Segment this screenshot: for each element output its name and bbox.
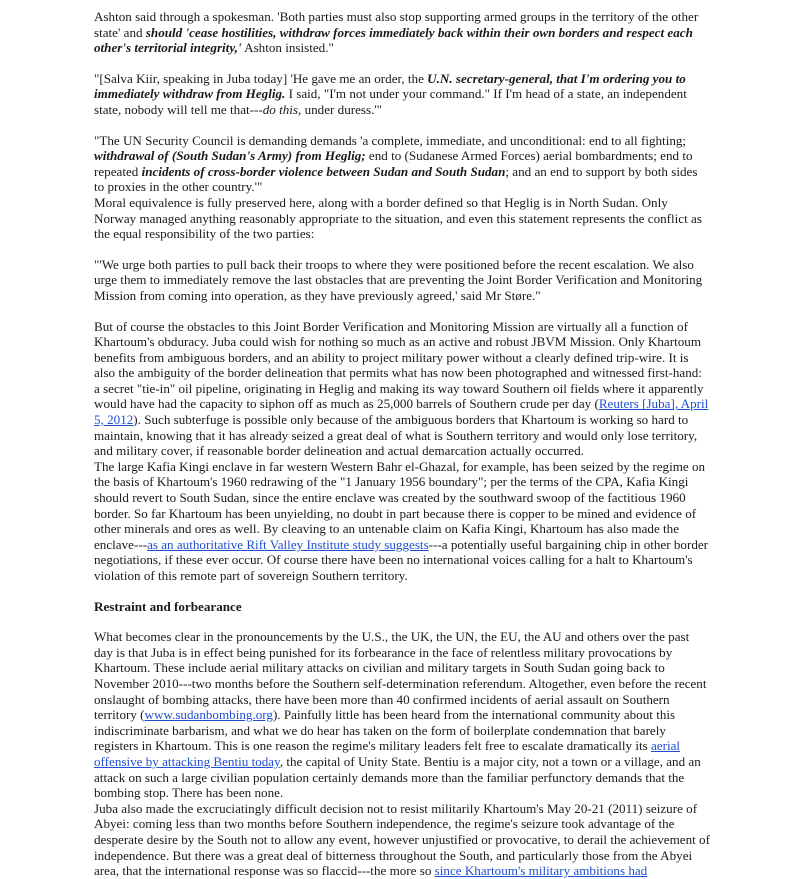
paragraph-spacer bbox=[94, 56, 710, 71]
paragraph-moral-equivalence: Moral equivalence is fully preserved here, along with a border defined so that Heglig is in North Sudan. Only Norway managed anything reasonably appropriate to the situation, and even this statement represents the conflict as the equal responsibility of the two parties: bbox=[94, 194, 702, 242]
bentiu-attack-link[interactable]: aerial offensive by attacking Bentiu today bbox=[94, 738, 681, 769]
paragraph-norway-quote: "'We urge both parties to pull back their troops to where they were positioned before the recent escalation. We also urge them to immediately remove the last obstacles that are preventing the Joint Border Verification and Monitoring Mission from coming into operation, as they have previously agreed,' said Mr Støre." bbox=[94, 256, 703, 303]
text-run: "[Salva Kiir, speaking in Juba today] 'He gave me an order, the bbox=[94, 70, 428, 86]
document-page bbox=[94, 9, 710, 879]
text-run: The large Kafia Kingi enclave in far western Western Bahr el-Ghazal, for example, has been seized by the regime on the basis of Khartoum's 1960 redrawing of the "1 January 1956 boundary"; per the terms of the CPA, Kafia Kingi should revert to South Sudan, since the entire enclave was created by the southward swoop of the factitious 1960 border. So far Khartoum has been unyielding, no doubt in part because there is copper to be mined and evidence of other minerals and ores as well. By cleaving to an untenable claim on Kafia Kingi, Khartoum has also made the enclave--- bbox=[94, 458, 706, 552]
paragraph-spacer bbox=[94, 304, 710, 319]
text-run: , the capital of Unity State. Bentiu is a major city, not a town or a village, and an attack on such a large civilian population certainly demands more than the familiar perfunctory demands that the bombing stop. There has been none. bbox=[94, 753, 701, 801]
paragraph-spacer bbox=[94, 118, 710, 133]
paragraph-abyei-seizure bbox=[94, 801, 710, 879]
text-run: Juba also made the excruciatingly difficult decision not to resist militarily Khartoum's May 20-21 (2011) seizure of Abyei: coming less than two months before Southern independence, the regime's seizure took advantage of the desperate desire by the South not to allow any event, however unjustified or provocative, to derail the achievement of independence. But there was a great deal of bitterness throughout the South, and particularly those from the Abyei area, that the international response was so flaccid---the more so bbox=[94, 800, 710, 879]
rift-valley-study-link[interactable]: as an authoritative Rift Valley Institute study suggests bbox=[147, 536, 429, 552]
emphasis-text: U.N. secretary-general, that I'm ordering you to immediately withdraw from Heglig. bbox=[94, 70, 686, 102]
paragraph-jbvm-obstacles bbox=[94, 319, 710, 459]
paragraph-forbearance bbox=[94, 629, 710, 801]
emphasis-text: should 'cease hostilities, withdraw forces immediately back within their own borders and respect each other's territorial integrity,' bbox=[94, 24, 693, 56]
paragraph-spacer bbox=[94, 614, 710, 629]
paragraph-ashton-quote bbox=[94, 9, 710, 56]
paragraph-kiir-quote bbox=[94, 71, 710, 118]
emphasis-text: incidents of cross-border violence between Sudan and South Sudan bbox=[141, 163, 506, 179]
paragraph-spacer bbox=[94, 584, 710, 599]
sudanbombing-link[interactable]: www.sudanbombing.org bbox=[144, 707, 273, 723]
emphasis-text: withdrawal of (South Sudan's Army) from Heglig; bbox=[94, 148, 366, 164]
reuters-link[interactable]: Reuters [Juba], April 5, 2012 bbox=[94, 396, 709, 428]
text-run: Ashton said through a spokesman. 'Both parties must also stop supporting armed groups in the territory of the other state' and bbox=[94, 9, 699, 40]
text-run: What becomes clear in the pronouncements by the U.S., the UK, the UN, the EU, the AU and others over the past day is that Juba is in effect being punished for its forbearance in the face of relentless military provocations by Khartoum. These include aerial military attacks on civilian and military targets in South Sudan going back to November 2010---two months before the Southern self-determination referendum. Altogether, even before the recent onslaught of bombing attacks, there have been more than 40 confirmed incidents of aerial assault on Southern territory ( bbox=[94, 629, 707, 723]
text-run: , under duress.'" bbox=[298, 101, 383, 117]
italic-text: do this bbox=[262, 101, 299, 117]
text-run: "The UN Security Council is demanding demands 'a complete, immediate, and unconditional: end to all fighting; bbox=[94, 132, 687, 148]
text-run: ; and an end to support by both sides to proxies in the other country.'" bbox=[94, 163, 698, 195]
text-run: ). Such subterfuge is possible only because of the ambiguous borders that Khartoum is working so hard to maintain, knowing that it has already seized a great deal of what is Southern territory and would only lose territory, and military cover, if reasonable border delineation and actual demarcation actually occurred. bbox=[94, 412, 698, 459]
text-run: But of course the obstacles to this Joint Border Verification and Monitoring Mission are virtually all a function of Khartoum's obduracy. Juba could wish for nothing so much as an active and robust JBVM Mission. Only Khartoum benefits from ambiguous borders, and an ability to project military power without a clearly defined trip-wire. It is also the ambiguity of the border delineation that permits what has now been photographed and witnessed first-hand: a secret "tie-in" oil pipeline, originating in Heglig and making its way toward Southern oil fields where it apparently would have had the capacity to siphon off as much as 25,000 barrels of Southern crude per day ( bbox=[94, 318, 704, 412]
paragraph-kafia-kingi bbox=[94, 459, 710, 584]
section-heading: Restraint and forbearance bbox=[94, 598, 242, 614]
paragraph-un-security-council bbox=[94, 133, 710, 195]
text-run: end to (Sudanese Armed Forces) aerial bombardments; end to repeated bbox=[94, 148, 693, 179]
text-run: ). Painfully little has been heard from the international community about this indiscriminate barbarism, and what we do hear has taken on the form of boilerplate condemnation that barely registers in Khartoum. This is one reason the regime's military leaders felt free to escalate dramatically its bbox=[94, 707, 676, 754]
text-run: I said, "I'm not under your command." If I'm head of a state, an independent state, nobody will tell me that--- bbox=[94, 86, 687, 117]
text-run: Ashton insisted." bbox=[241, 40, 334, 56]
text-run: ---a potentially useful bargaining chip in other border negotiations, if these ever occur. Of course there have been no international voices calling for a halt to Khartoum's violation of this remote part of sovereign Southern territory. bbox=[94, 536, 709, 583]
paragraph-spacer bbox=[94, 242, 710, 257]
military-ambitions-link[interactable]: since Khartoum's military ambitions had bbox=[434, 863, 648, 879]
